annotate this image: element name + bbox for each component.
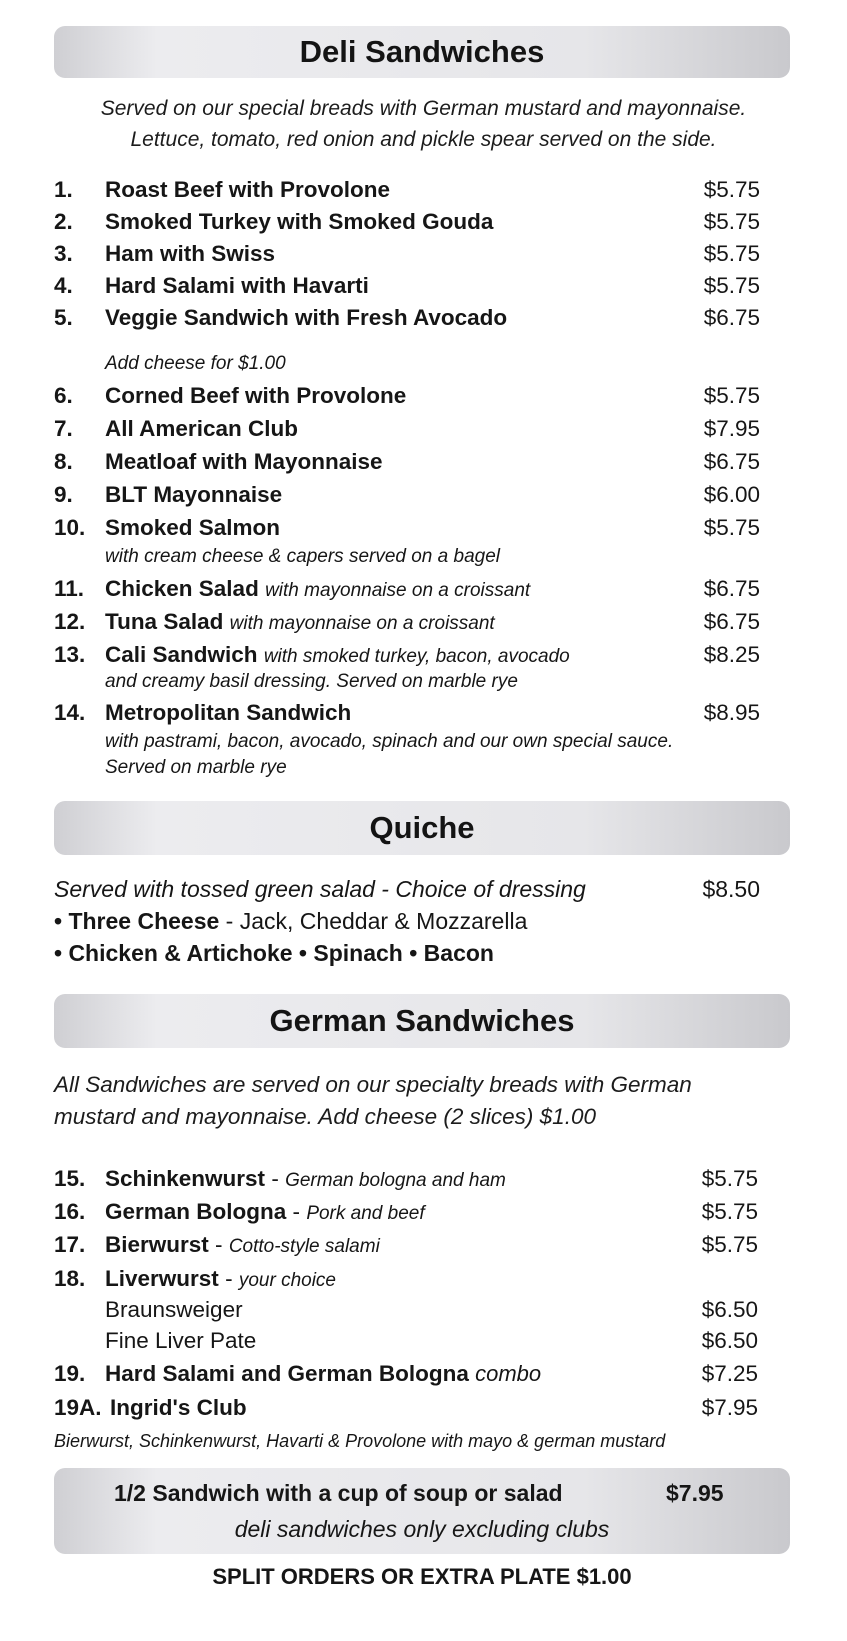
menu-item (54, 573, 760, 605)
item-name: BLT Mayonnaise (105, 482, 283, 507)
item-price: $6.75 (703, 305, 760, 330)
menu-item (54, 639, 760, 671)
german-intro-line-1: All Sandwiches are served on our specialty breads with German (54, 1072, 692, 1097)
item-price: $5.75 (703, 515, 760, 540)
item-price: $6.00 (703, 482, 760, 507)
item-name-with-desc (105, 606, 495, 640)
menu-sub-item (54, 1325, 758, 1357)
menu-item (54, 1358, 758, 1390)
item-name: Smoked Turkey with Smoked Gouda (105, 209, 494, 234)
quiche-line-2 (54, 938, 494, 969)
item-number: 18. (54, 1266, 86, 1291)
quiche-option-bold: • Three Cheese (54, 908, 220, 934)
quiche-intro-text: Served with tossed green salad - Choice of dressing (54, 876, 586, 902)
menu-item (54, 302, 760, 334)
quiche-option-desc: - Jack, Cheddar & Mozzarella (219, 908, 528, 934)
item-number: 9. (54, 482, 73, 507)
item-name: Veggie Sandwich with Fresh Avocado (105, 305, 508, 330)
item-name: Corned Beef with Provolone (105, 383, 407, 408)
item-price: $5.75 (703, 209, 760, 234)
item-price: $5.75 (703, 273, 760, 298)
item-number: 2. (54, 209, 73, 234)
item-number: 8. (54, 449, 73, 474)
quiche-options: • Chicken & Artichoke • Spinach • Bacon (54, 940, 494, 966)
item-price: $6.75 (703, 576, 760, 601)
menu-item (54, 606, 760, 638)
item-name: Smoked Salmon (105, 515, 281, 540)
item-name: Hard Salami and German Bologna (105, 1361, 469, 1386)
item-name-with-desc (105, 1229, 380, 1263)
item-name: Ingrid's Club (110, 1395, 247, 1420)
menu-item (54, 413, 760, 445)
section-header-quiche (54, 801, 790, 855)
item-price: $5.75 (701, 1166, 758, 1191)
item-separator: - (271, 1166, 279, 1191)
deli-intro (0, 93, 847, 155)
item-name: Fine Liver Pate (105, 1328, 257, 1353)
item-number: 19A. (54, 1395, 102, 1420)
item-price: $6.50 (701, 1297, 758, 1322)
item-desc: with mayonnaise on a croissant (229, 613, 495, 634)
item-name-with-desc (105, 573, 530, 607)
deli-intro-line-1: Served on our special breads with German mustard and mayonnaise. (100, 97, 747, 120)
footer-note: SPLIT ORDERS OR EXTRA PLATE $1.00 (212, 1564, 632, 1589)
quiche-line-1 (54, 906, 527, 937)
section-header-deli (54, 26, 790, 78)
item-name-with-desc (105, 1263, 336, 1297)
quiche-intro (54, 874, 760, 905)
item-number: 15. (54, 1166, 86, 1191)
menu-item (54, 446, 760, 478)
item-name: Schinkenwurst (105, 1166, 266, 1191)
item-number: 12. (54, 609, 86, 634)
item-price: $8.95 (703, 700, 760, 725)
item-desc: combo (475, 1361, 542, 1386)
section-title-deli: Deli Sandwiches (299, 34, 545, 69)
combo-price: $7.95 (666, 1480, 724, 1506)
item-note: Add cheese for $1.00 (105, 353, 286, 374)
item-note: Served on marble rye (105, 757, 287, 778)
item-note: and creamy basil dressing. Served on marble rye (105, 671, 518, 692)
item-desc: Pork and beef (306, 1203, 425, 1224)
item-price: $6.75 (703, 449, 760, 474)
german-intro-line-2: mustard and mayonnaise. Add cheese (2 slices) $1.00 (54, 1104, 596, 1129)
item-price: $5.75 (701, 1199, 758, 1224)
menu-item (54, 380, 760, 412)
item-name: Liverwurst (105, 1266, 219, 1291)
deli-intro-line-2: Lettuce, tomato, red onion and pickle spear served on the side. (130, 128, 717, 151)
item-price: $7.95 (703, 416, 760, 441)
item-number: 6. (54, 383, 73, 408)
item-name-with-desc (105, 1196, 425, 1230)
item-price: $8.25 (703, 642, 760, 667)
item-note: with cream cheese & capers served on a bagel (105, 546, 500, 567)
item-name: All American Club (105, 416, 298, 441)
menu-item (54, 512, 760, 544)
item-number: 7. (54, 416, 73, 441)
item-number: 16. (54, 1199, 86, 1224)
item-price: $6.75 (703, 609, 760, 634)
menu-item (54, 1229, 758, 1261)
item-number: 11. (54, 576, 85, 601)
menu-item (54, 270, 760, 302)
section-header-german (54, 994, 790, 1048)
item-number: 17. (54, 1232, 86, 1257)
menu-item (54, 479, 760, 511)
item-name: Cali Sandwich (105, 642, 258, 667)
item-name-with-desc (105, 1163, 506, 1197)
item-desc: with smoked turkey, bacon, avocado (263, 646, 570, 667)
item-name: Hard Salami with Havarti (105, 273, 369, 298)
item-desc: German bologna and ham (285, 1170, 506, 1191)
item-number: 1. (54, 177, 73, 202)
item-name-with-desc (105, 639, 570, 673)
menu-item (54, 1392, 758, 1424)
menu-item (54, 238, 760, 270)
item-price: $5.75 (703, 177, 760, 202)
menu-item (54, 697, 760, 729)
half-sandwich-combo-box (54, 1468, 790, 1554)
section-title-german: German Sandwiches (269, 1003, 575, 1038)
item-name: Meatloaf with Mayonnaise (105, 449, 383, 474)
item-number: 3. (54, 241, 73, 266)
menu-sub-item (54, 1294, 758, 1326)
item-desc: your choice (238, 1270, 336, 1291)
item-price: $5.75 (703, 383, 760, 408)
section-title-quiche: Quiche (369, 810, 475, 845)
item-name: Tuna Salad (105, 609, 224, 634)
item-desc: with mayonnaise on a croissant (265, 580, 531, 601)
item-name: Metropolitan Sandwich (105, 700, 352, 725)
item-price: $7.95 (701, 1395, 758, 1420)
item-number: 14. (54, 700, 86, 725)
item-separator: - (225, 1266, 233, 1291)
menu-item (54, 174, 760, 206)
german-intro (54, 1069, 692, 1133)
item-name: Braunsweiger (105, 1297, 243, 1322)
item-price: $5.75 (703, 241, 760, 266)
item-price: $5.75 (701, 1232, 758, 1257)
item-price: $6.50 (701, 1328, 758, 1353)
menu-item (54, 1163, 758, 1195)
item-number: 10. (54, 515, 86, 540)
item-number: 5. (54, 305, 73, 330)
item-desc: Cotto-style salami (228, 1236, 380, 1257)
item-number: 19. (54, 1361, 86, 1386)
item-price: $7.25 (701, 1361, 758, 1386)
item-name: Ham with Swiss (105, 241, 276, 266)
item-number: 4. (54, 273, 73, 298)
item-name: Bierwurst (105, 1232, 209, 1257)
item-name: German Bologna (105, 1199, 287, 1224)
item-number: 13. (54, 642, 86, 667)
item-name: Chicken Salad (105, 576, 259, 601)
item-note: with pastrami, bacon, avocado, spinach and our own special sauce. (105, 731, 674, 752)
menu-item (54, 206, 760, 238)
item-separator: - (292, 1199, 301, 1224)
menu-item (54, 1196, 758, 1228)
combo-text: 1/2 Sandwich with a cup of soup or salad (114, 1480, 563, 1506)
combo-note: deli sandwiches only excluding clubs (234, 1516, 610, 1542)
quiche-price: $8.50 (702, 876, 760, 902)
menu-item (54, 1263, 758, 1295)
item-name: Roast Beef with Provolone (105, 177, 391, 202)
item-name-with-desc (105, 1358, 541, 1390)
item-separator: - (215, 1232, 223, 1257)
club-note: Bierwurst, Schinkenwurst, Havarti & Provolone with mayo & german mustard (54, 1431, 666, 1451)
